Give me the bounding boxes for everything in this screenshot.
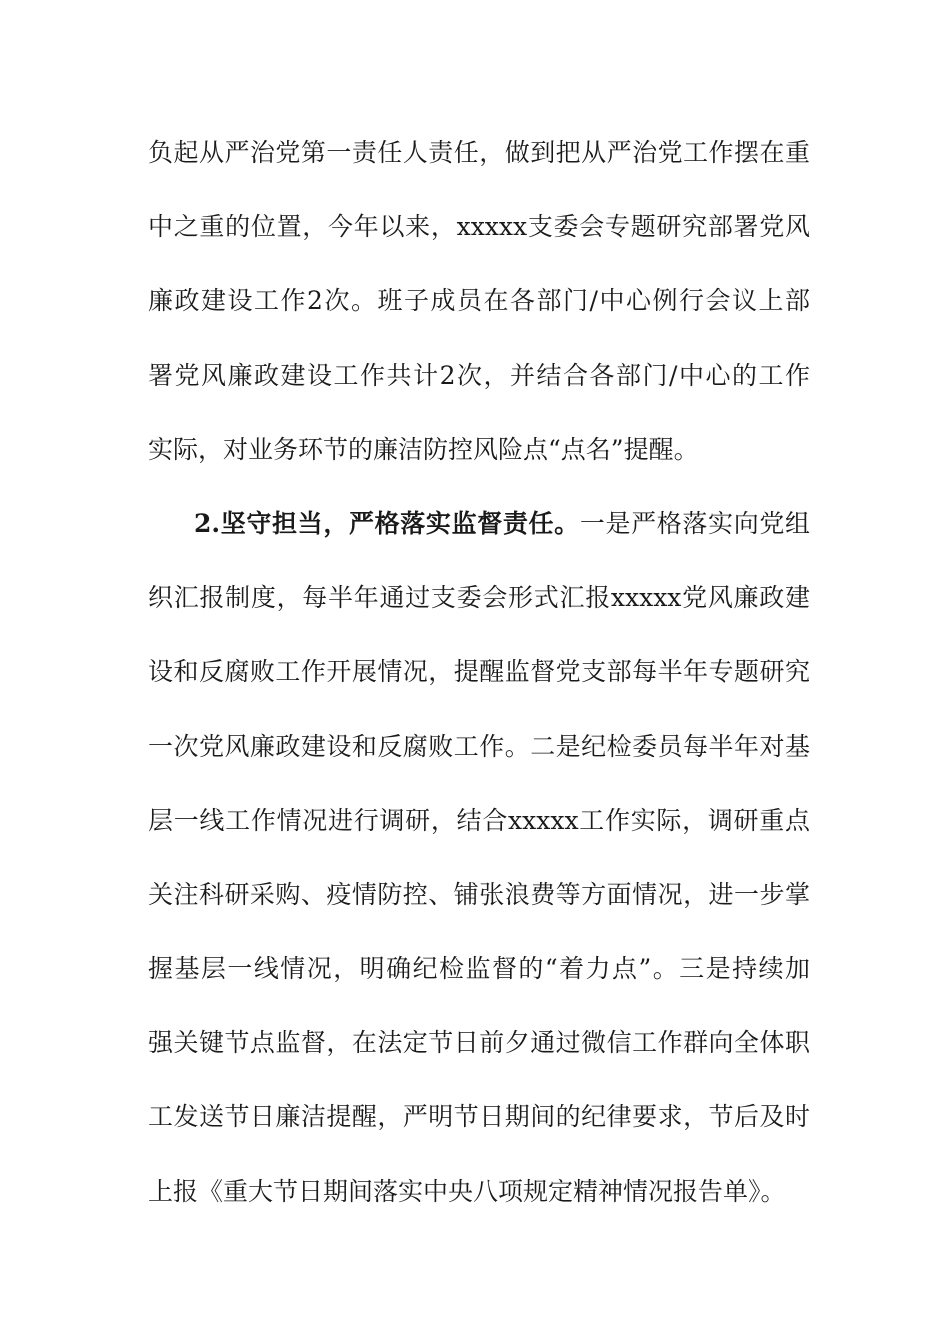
- text-line: 署党风廉政建设工作共计2次，并结合各部门/中心的工作: [148, 360, 810, 390]
- text-line: 中之重的位置，今年以来，xxxxx支委会专题研究部署党风: [148, 212, 810, 242]
- text-line: 上报《重大节日期间落实中央八项规定精神情况报告单》。: [148, 1176, 786, 1206]
- text-line: 关注科研采购、疫情防控、铺张浪费等方面情况，进一步掌: [148, 879, 810, 909]
- text-line: 负起从严治党第一责任人责任，做到把从严治党工作摆在重: [148, 138, 810, 167]
- text-line: 层一线工作情况进行调研，结合xxxxx工作实际，调研重点: [148, 805, 810, 835]
- section-2-first-line: [148, 500, 810, 574]
- text-line: 廉政建设工作2次。班子成员在各部门/中心例行会议上部: [148, 286, 810, 316]
- text-line: 实际，对业务环节的廉洁防控风险点“点名”提醒。: [148, 434, 699, 464]
- body-text: [148, 129, 810, 1242]
- text-line: 一次党风廉政建设和反腐败工作。二是纪检委员每半年对基: [148, 731, 810, 761]
- section-2-first-line-text: 一是严格落实向党组: [579, 508, 810, 538]
- text-line: 设和反腐败工作开展情况，提醒监督党支部每半年专题研究: [148, 657, 810, 687]
- text-line: 强关键节点监督，在法定节日前夕通过微信工作群向全体职: [148, 1028, 810, 1058]
- text-line: 工发送节日廉洁提醒，严明节日期间的纪律要求，节后及时: [148, 1102, 810, 1132]
- text-line: 织汇报制度，每半年通过支委会形式汇报xxxxx党风廉政建: [148, 583, 810, 613]
- text-line: 握基层一线情况，明确纪检监督的“着力点”。三是持续加: [148, 954, 810, 984]
- section-2-heading: 2.坚守担当，严格落实监督责任。: [194, 508, 580, 538]
